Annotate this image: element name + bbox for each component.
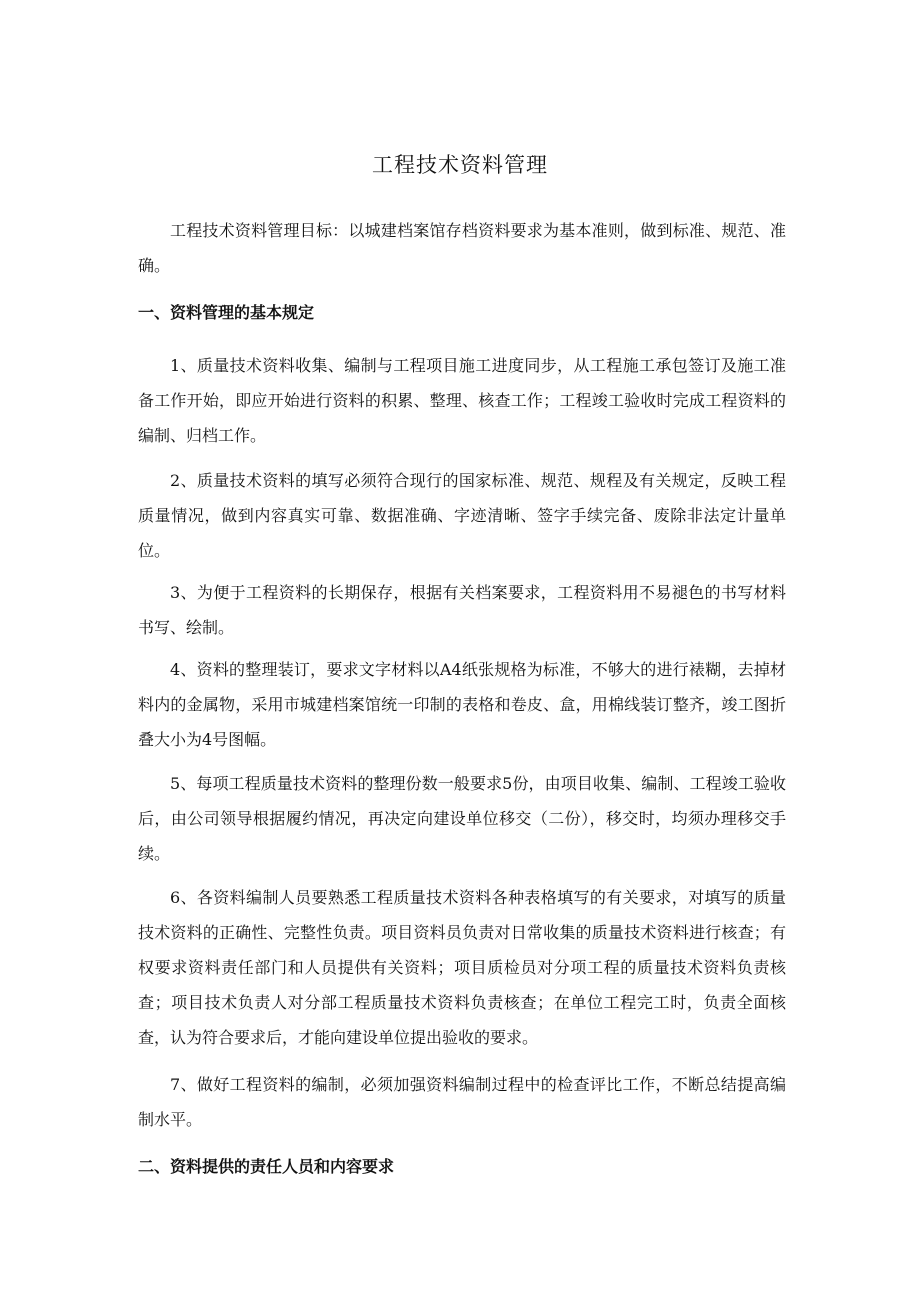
rule-item-4: 4、资料的整理装订，要求文字材料以A4纸张规格为标准，不够大的进行裱糊，去掉材料内的金属物，采用市城建档案馆统一印制的表格和卷皮、盒，用棉线装订整齐，竣工图折叠大小为4号图幅。 [138,660,786,749]
rule-item-1: 1、质量技术资料收集、编制与工程项目施工进度同步，从工程施工承包签订及施工准备工作开始，即应开始进行资料的积累、整理、核查工作；工程竣工验收时完成工程资料的编制、归档工作。 [138,356,786,445]
section-heading-responsibilities: 二、资料提供的责任人员和内容要求 [138,1157,395,1176]
document-title: 工程技术资料管理 [372,153,548,177]
section-heading-basic-rules: 一、资料管理的基本规定 [138,303,315,322]
rule-item-5: 5、每项工程质量技术资料的整理份数一般要求5份，由项目收集、编制、工程竣工验收后，由公司领导根据履约情况，再决定向建设单位移交（二份），移交时，均须办理移交手续。 [138,774,786,863]
rule-item-3: 3、为便于工程资料的长期保存，根据有关档案要求，工程资料用不易褪色的书写材料书写、绘制。 [138,583,786,637]
rule-item-7: 7、做好工程资料的编制，必须加强资料编制过程中的检查评比工作，不断总结提高编制水平。 [138,1075,786,1129]
rule-item-6: 6、各资料编制人员要熟悉工程质量技术资料各种表格填写的有关要求，对填写的质量技术资料的正确性、完整性负责。项目资料员负责对日常收集的质量技术资料进行核查；有权要求资料责任部门和人员提供有关资料；项目质检员对分项工程的质量技术资料负责核查；项目技术负责人对分部工程质量技术资料负责核查；在单位工程完工时，负责全面核查，认为符合要求后，才能向建设单位提出验收的要求。 [138,888,786,1047]
rule-item-2: 2、质量技术资料的填写必须符合现行的国家标准、规范、规程及有关规定，反映工程质量情况，做到内容真实可靠、数据准确、字迹清晰、签字手续完备、废除非法定计量单位。 [138,471,786,560]
intro-paragraph: 工程技术资料管理目标：以城建档案馆存档资料要求为基本准则，做到标准、规范、准确。 [138,221,786,275]
